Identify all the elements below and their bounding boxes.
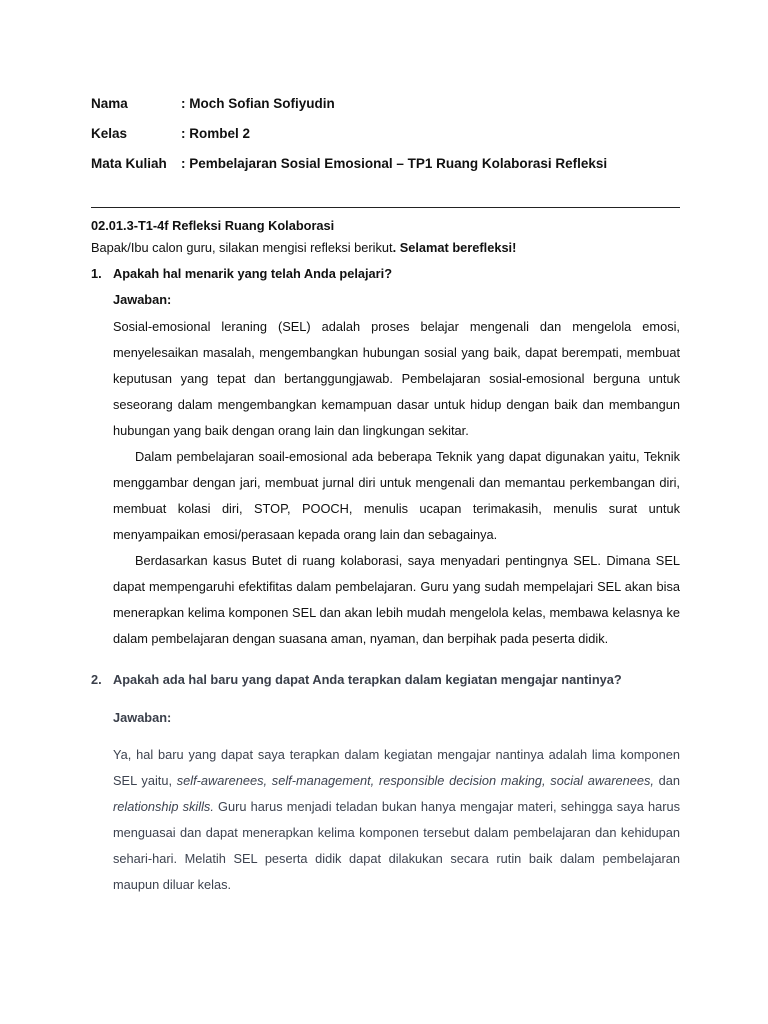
info-label-name: Nama <box>91 96 128 111</box>
answer-2-paragraph <box>113 742 680 898</box>
question-1-text: Apakah hal menarik yang telah Anda pelajari? <box>113 266 393 281</box>
answer-2-italic-relationship: relationship skills. <box>113 799 214 814</box>
section-title: 02.01.3-T1-4f Refleksi Ruang Kolaborasi <box>91 218 335 233</box>
question-2-number: 2. <box>91 672 102 687</box>
question-2 <box>91 670 680 690</box>
answer-2-label: Jawaban: <box>113 710 172 725</box>
info-row-name <box>91 94 607 124</box>
answer-1-paragraph-2: Dalam pembelajaran soail-emosional ada beberapa Teknik yang dapat digunakan yaitu, Teknik menggambar dengan jari, membuat jurnal diri untuk mengenali dan memantau perkembangan diri, membuat kolasi diri, STOP, POOCH, menulis ucapan terimakasih, menulis surat untuk menyampaikan emosi/perasaan kepada orang lain dan sebagainya. <box>113 449 680 542</box>
intro-plain: Bapak/Ibu calon guru, silakan mengisi refleksi berikut <box>91 240 393 255</box>
question-2-text: Apakah ada hal baru yang dapat Anda terapkan dalam kegiatan mengajar nantinya? <box>113 672 622 687</box>
intro-text <box>91 238 680 264</box>
question-2-block <box>91 670 680 898</box>
answer-2-text-dan: dan <box>653 773 680 788</box>
answer-2-text-end: Guru harus menjadi teladan bukan hanya mengajar materi, sehingga saya harus menguasai dan dapat menerapkan kelima komponen tersebut dalam pembelajaran dan kehidupan sehari-hari. Melatih SEL peserta didik dapat dilakukan secara rutin baik dalam pembelajaran maupun diluar kelas. <box>113 799 680 892</box>
info-label-course: Mata Kuliah <box>91 156 167 171</box>
answer-2-text-start: Ya, hal baru yang dapat saya terapkan dalam kegiatan mengajar nantinya adalah lima komponen SEL yaitu, <box>113 747 680 788</box>
student-info-header <box>91 94 607 184</box>
horizontal-divider <box>91 207 680 208</box>
info-value-class: : Rombel 2 <box>181 126 251 141</box>
info-label-class: Kelas <box>91 126 128 141</box>
answer-1 <box>113 290 680 652</box>
answer-1-paragraph-1: Sosial-emosional leraning (SEL) adalah proses belajar mengenali dan mengelola emosi, menyelesaikan masalah, mengembangkan hubungan sosial yang baik, dapat berempati, membuat keputusan yang tepat dan bertanggungjawab. Pembelajaran sosial-emosional berguna untuk seseorang dalam mengembangkan kemampuan dasar untuk hidup dengan baik dan membangun hubungan yang baik dengan orang lain dan lingkungan sekitar. <box>113 319 680 438</box>
reflection-body <box>91 216 680 898</box>
info-row-class <box>91 124 607 154</box>
answer-2 <box>113 708 680 898</box>
info-value-course: : Pembelajaran Sosial Emosional – TP1 Ruang Kolaborasi Refleksi <box>181 156 608 171</box>
answer-1-label: Jawaban: <box>113 292 172 307</box>
info-value-name: : Moch Sofian Sofiyudin <box>181 96 335 111</box>
question-1-number: 1. <box>91 266 102 281</box>
question-1 <box>91 264 680 284</box>
answer-2-italic-components: self-awarenees, self-management, responsible decision making, social awarenees, <box>176 773 654 788</box>
intro-bold: . Selamat berefleksi! <box>392 240 517 255</box>
info-row-course <box>91 154 607 184</box>
answer-1-paragraph-3: Berdasarkan kasus Butet di ruang kolaborasi, saya menyadari pentingnya SEL. Dimana SEL dapat mempengaruhi efektifitas dalam pembelajaran. Guru yang sudah mempelajari SEL akan bisa menerapkan kelima komponen SEL dan akan lebih mudah mengelola kelas, membawa kelasnya ke dalam pembelajaran dengan suasana aman, nyaman, dan berpihak pada peserta didik. <box>113 553 680 646</box>
